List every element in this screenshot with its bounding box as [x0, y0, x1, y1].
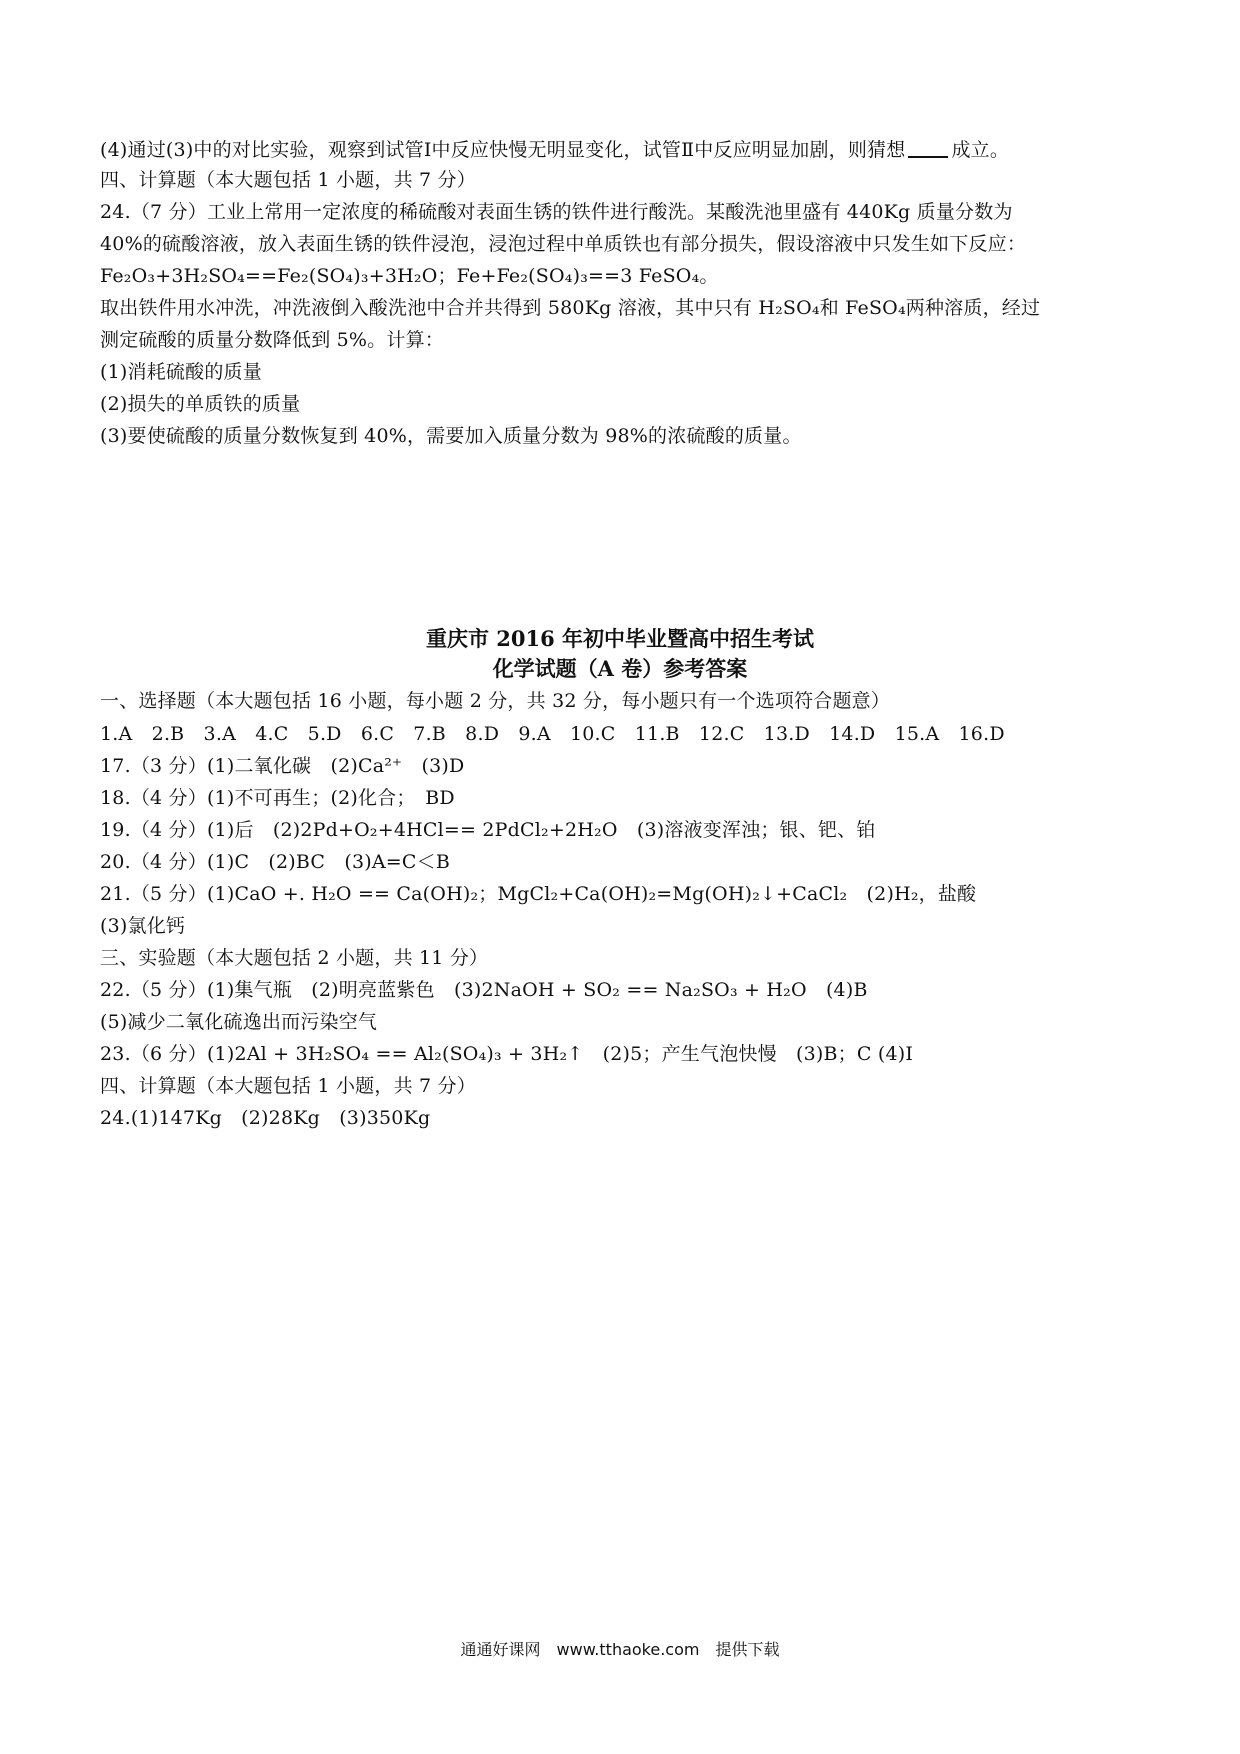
answer-22-cont: (5)减少二氧化硫逸出而污染空气 [100, 1011, 378, 1033]
section-4-answers-title: 四、计算题（本大题包括 1 小题，共 7 分） [100, 1075, 476, 1097]
q24-line-1: 24.（7 分）工业上常用一定浓度的稀硫酸对表面生锈的铁件进行酸洗。某酸洗池里盛有 440Kg 质量分数为 [100, 201, 1013, 223]
answer-18: 18.（4 分）(1)不可再生；(2)化合； BD [100, 787, 455, 809]
section-1-title: 一、选择题（本大题包括 16 小题，每小题 2 分，共 32 分，每小题只有一个选项符合题意） [100, 690, 891, 712]
answers-subtitle: 化学试题（A 卷）参考答案 [492, 656, 748, 681]
answers-title: 重庆市 2016 年初中毕业暨高中招生考试 [425, 626, 815, 651]
answer-22: 22.（5 分）(1)集气瓶 (2)明亮蓝紫色 (3)2NaOH + SO₂ == Na₂SO₃ + H₂O (4)B [100, 979, 868, 1001]
q24-line-2: 40%的硫酸溶液，放入表面生锈的铁件浸泡，浸泡过程中单质铁也有部分损失，假设溶液中只发生如下反应： [100, 233, 1027, 255]
answer-23: 23.（6 分）(1)2Al + 3H₂SO₄ == Al₂(SO₄)₃ + 3H₂↑ (2)5；产生气泡快慢 (3)B；C (4)Ⅰ [100, 1043, 914, 1065]
q4-guess-line [100, 138, 1140, 162]
answer-19: 19.（4 分）(1)后 (2)2Pd+O₂+4HCl== 2PdCl₂+2H₂O (3)溶液变浑浊；银、钯、铂 [100, 819, 876, 841]
q4-text: (4)通过(3)中的对比实验，观察到试管Ⅰ中反应快慢无明显变化，试管Ⅱ中反应明显加剧，则猜想 [100, 139, 906, 161]
q24-equation: Fe₂O₃+3H₂SO₄==Fe₂(SO₄)₃+3H₂O；Fe+Fe₂(SO₄)₃==3 FeSO₄。 [100, 265, 719, 287]
q24-line-5: 测定硫酸的质量分数降低到 5%。计算： [100, 329, 444, 351]
section-4-title: 四、计算题（本大题包括 1 小题，共 7 分） [100, 169, 476, 191]
answer-24: 24.(1)147Kg (2)28Kg (3)350Kg [100, 1107, 431, 1129]
q24-part-1: (1)消耗硫酸的质量 [100, 361, 262, 383]
answer-21-cont: (3)氯化钙 [100, 915, 186, 937]
q24-line-4: 取出铁件用水冲洗，冲洗液倒入酸洗池中合并共得到 580Kg 溶液，其中只有 H₂SO₄和 FeSO₄两种溶质，经过 [100, 297, 1041, 319]
q24-part-3: (3)要使硫酸的质量分数恢复到 40%，需要加入质量分数为 98%的浓硫酸的质量。 [100, 425, 802, 447]
q24-part-2: (2)损失的单质铁的质量 [100, 393, 301, 415]
answer-17: 17.（3 分）(1)二氧化碳 (2)Ca²⁺ (3)D [100, 755, 465, 777]
section-3-title: 三、实验题（本大题包括 2 小题，共 11 分） [100, 947, 489, 969]
mc-answers: 1.A 2.B 3.A 4.C 5.D 6.C 7.B 8.D 9.A 10.C 11.B 12.C 13.D 14.D 15.A 16.D [100, 723, 1005, 745]
answer-blank [908, 138, 948, 158]
page-footer: 通通好课网 www.tthaoke.com 提供下载 [460, 1640, 780, 1659]
q4-text-end: 成立。 [951, 139, 1010, 161]
answer-20: 20.（4 分）(1)C (2)BC (3)A=C＜B [100, 851, 451, 873]
answer-21: 21.（5 分）(1)CaO +. H₂O == Ca(OH)₂；MgCl₂+Ca(OH)₂=Mg(OH)₂↓+CaCl₂ (2)H₂，盐酸 [100, 883, 977, 905]
